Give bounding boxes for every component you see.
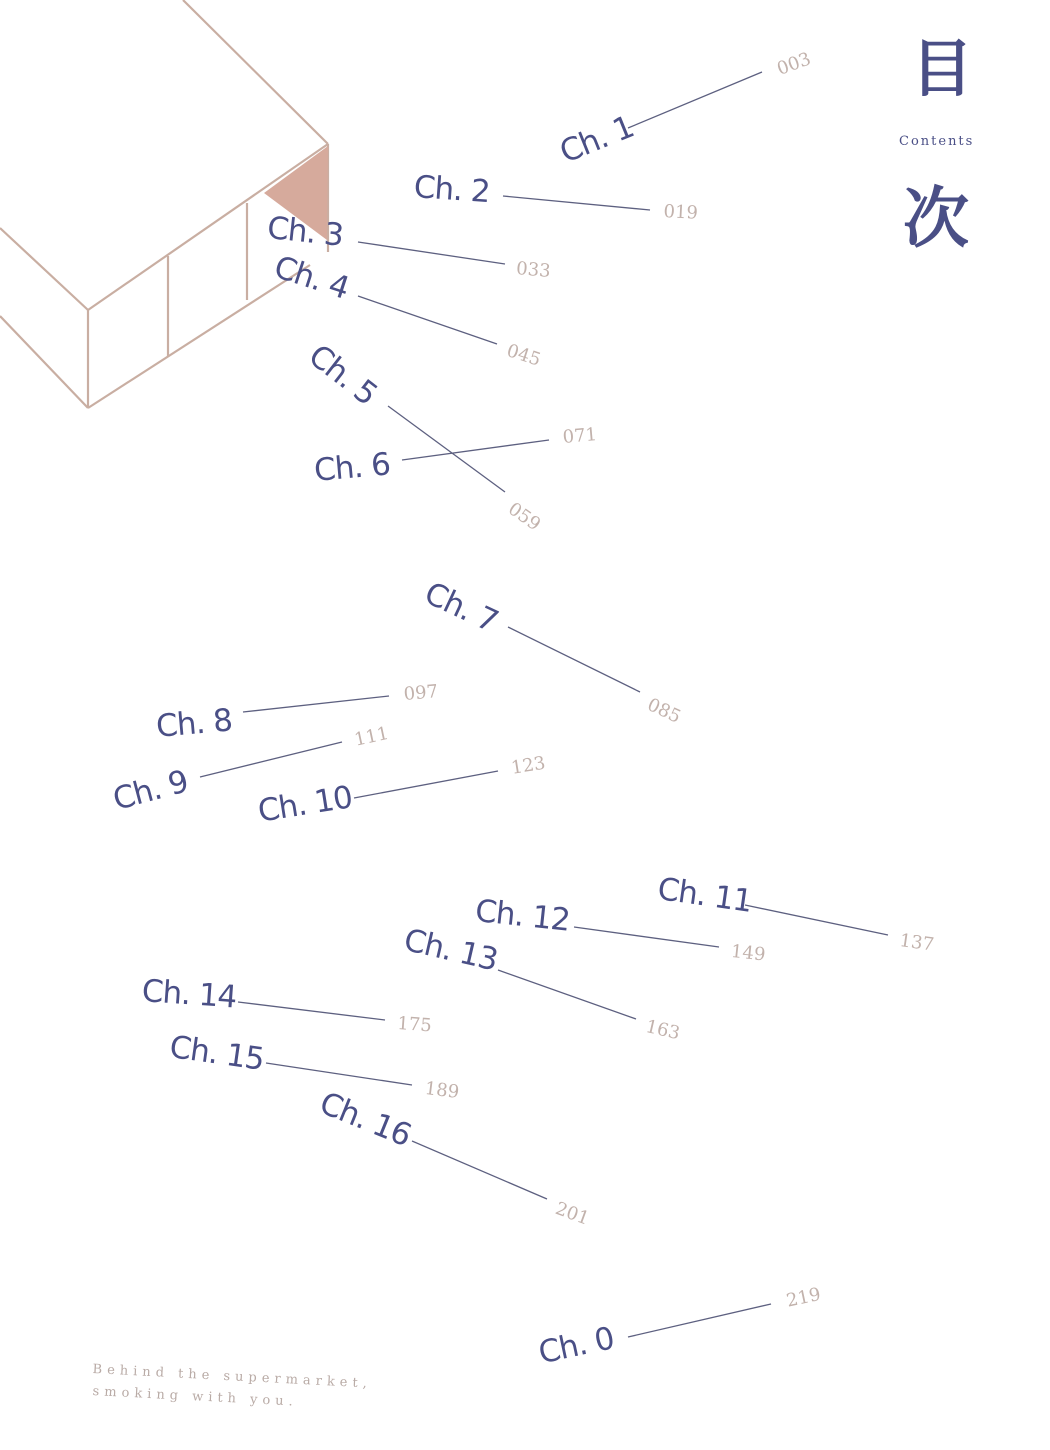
chapter-label[interactable]: Ch. 10	[255, 779, 355, 830]
page-number: 059	[504, 498, 545, 536]
page-number: 201	[552, 1198, 592, 1230]
chapter-label[interactable]: Ch. 2	[412, 169, 491, 211]
page-number: 163	[643, 1016, 682, 1045]
page-number: 137	[898, 930, 936, 956]
page-number: 175	[396, 1013, 433, 1037]
leader-line	[402, 440, 549, 460]
leader-line	[498, 970, 636, 1019]
heading-kanji-bottom: 次	[903, 180, 969, 257]
leader-line	[358, 242, 505, 264]
leader-line	[238, 1002, 385, 1020]
page-number: 003	[774, 48, 814, 80]
tagline-line-1: Behind the supermarket,	[92, 1362, 373, 1392]
chapter-label[interactable]: Ch. 12	[473, 893, 572, 939]
chapter-label[interactable]: Ch. 0	[535, 1320, 617, 1372]
leader-line	[358, 296, 497, 344]
chapter-label[interactable]: Ch. 9	[109, 763, 192, 818]
page-number: 071	[561, 424, 598, 448]
leader-line	[503, 196, 650, 210]
leader-line	[243, 696, 389, 712]
heading-kanji-top: 目	[911, 32, 974, 105]
leader-line	[574, 927, 719, 947]
leader-line	[628, 1304, 771, 1337]
leader-line	[354, 771, 498, 798]
contents-label: Contents	[899, 134, 975, 149]
chapter-label[interactable]: Ch. 8	[154, 702, 234, 745]
page-number: 189	[423, 1078, 461, 1104]
leader-line	[412, 1141, 547, 1199]
chapter-label[interactable]: Ch. 13	[400, 922, 501, 979]
chapter-label[interactable]: Ch. 7	[419, 575, 503, 640]
page-number: 123	[509, 752, 547, 779]
leader-line	[266, 1063, 412, 1085]
chapter-label[interactable]: Ch. 15	[167, 1029, 266, 1078]
chapter-label[interactable]: Ch. 5	[301, 337, 384, 413]
chapter-label[interactable]: Ch. 4	[269, 249, 353, 307]
leader-line	[200, 742, 342, 777]
chapter-label[interactable]: Ch. 1	[554, 108, 639, 171]
page-number: 219	[784, 1283, 823, 1312]
page-number: 085	[643, 694, 684, 728]
page-number: 045	[504, 340, 544, 371]
page-number: 149	[730, 941, 767, 966]
chapter-label[interactable]: Ch. 6	[312, 446, 392, 489]
leader-line	[628, 72, 762, 128]
leader-line	[745, 905, 888, 935]
page-number: 019	[663, 201, 699, 224]
chapter-label[interactable]: Ch. 3	[265, 210, 345, 254]
chapter-label[interactable]: Ch. 14	[140, 973, 238, 1016]
tagline-line-2: smoking with you.	[92, 1384, 299, 1410]
page-number: 033	[515, 258, 552, 282]
page-number: 111	[352, 722, 391, 751]
chapter-label[interactable]: Ch. 16	[314, 1085, 416, 1154]
page-number: 097	[402, 681, 439, 705]
leader-line	[508, 627, 640, 692]
chapter-label[interactable]: Ch. 11	[655, 871, 754, 920]
